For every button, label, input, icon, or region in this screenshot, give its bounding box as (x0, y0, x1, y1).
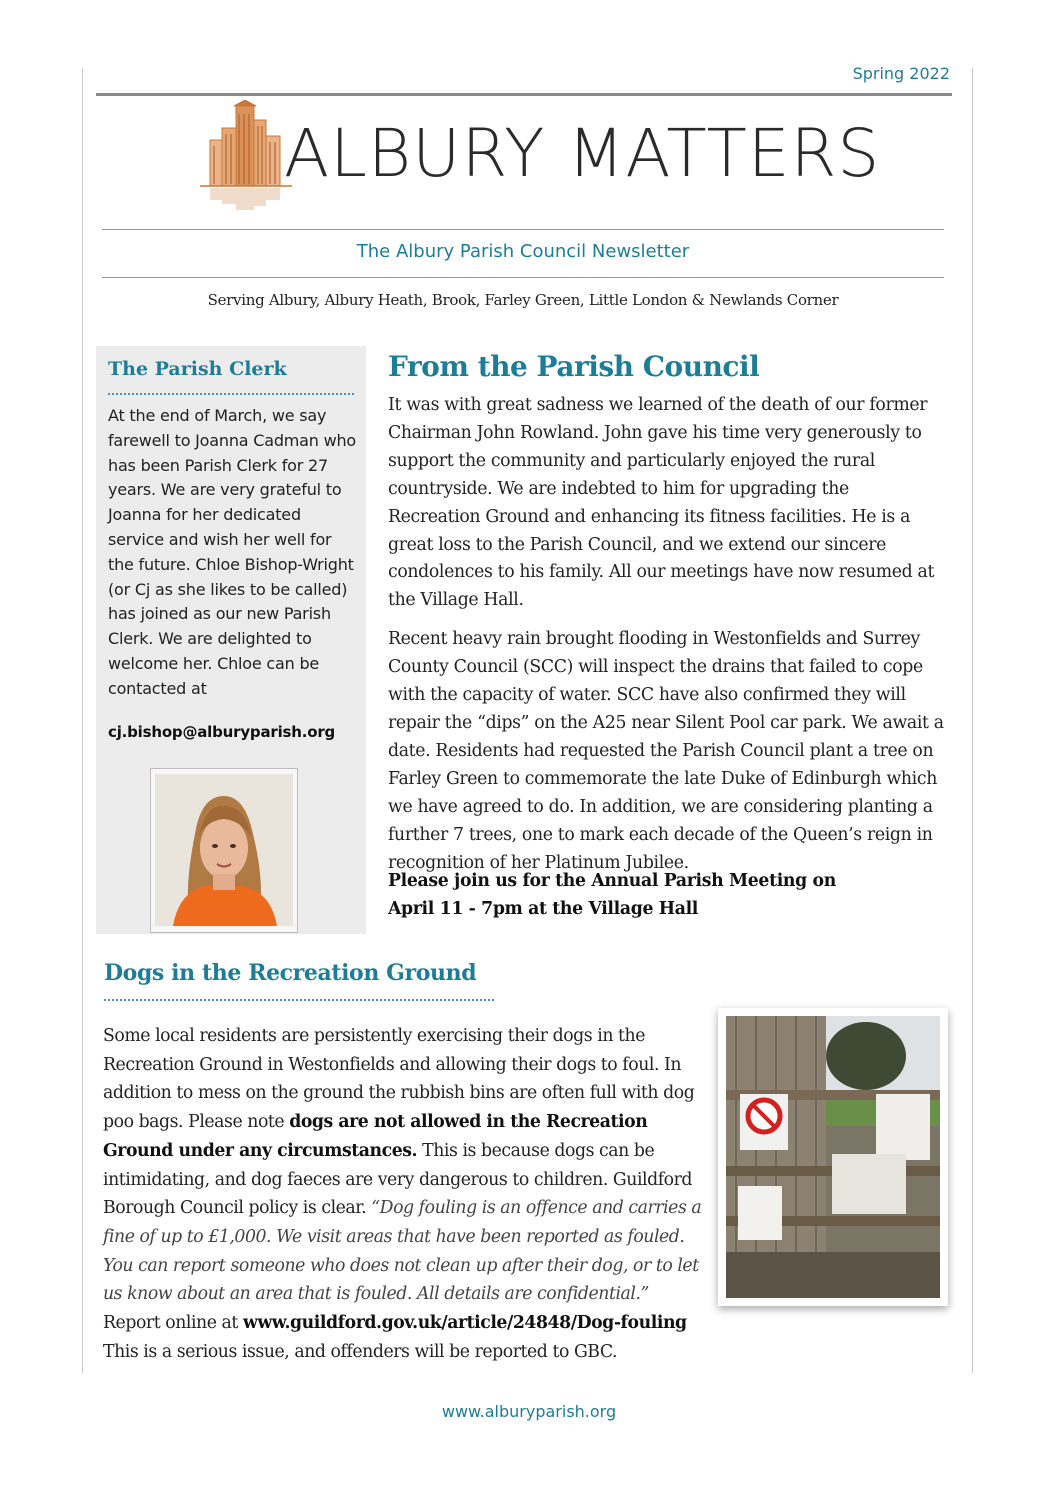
left-border-line (82, 68, 83, 1373)
clerk-photo (150, 768, 298, 933)
dogs-dotted-rule (104, 999, 494, 1001)
issue-season: Spring 2022 (852, 64, 950, 83)
report-url-link[interactable]: www.guildford.gov.uk/article/24848/Dog-fouling (242, 1313, 687, 1334)
dogs-intro: Some local residents are persistently exercising their dogs in the Recreation Ground in Westonfields and allowing their dogs to foul. In addition to mess on the ground the rubbish bins are often full with dog poo bags. Please note (103, 1026, 695, 1133)
masthead-title: ALBURY MATTERS (284, 115, 881, 192)
main-paragraph-1: It was with great sadness we learned of the death of our former Chairman John Rowland. John gave his time very generously to support the community and particularly enjoyed the rural countryside. We are indebted to him for upgrading the Recreation Ground and enhancing its fitness facilities. He is a great loss to the Parish Council, and we extend our sincere condolences to his family. All our meetings have now resumed at the Village Hall. (388, 395, 935, 611)
main-paragraph-2: Recent heavy rain brought flooding in Westonfields and Surrey County Council (SCC) will inspect the drains that failed to cope with the capacity of water. SCC have also confirmed they will repair the “dips” on the A25 near Silent Pool car park. We await a date. Residents had requested the Parish Council plant a tree on Farley Green to commemorate the late Duke of Edinburgh which we have agreed to do. In addition, we are considering planting a further 7 trees, one to mark each decade of the Queen’s reign in recognition of her Platinum Jubilee. (388, 629, 944, 873)
top-rule (96, 93, 952, 96)
gate-signs-image (726, 1016, 940, 1298)
newsletter-subtitle: The Albury Parish Council Newsletter (356, 241, 690, 262)
footer-website[interactable]: www.alburyparish.org (441, 1402, 617, 1421)
report-prefix: Report online at (103, 1313, 243, 1334)
parish-clerk-sidebar (96, 346, 366, 934)
clerk-portrait-image (155, 774, 293, 926)
gbc-quote: “Dog fouling is an offence and carries a fine of up to £1,000. We visit areas that have been reported as fouled. You can report someone who does not clean up after their dog, or to let us know about an area that is fouled. All details are confidential.” (103, 1198, 702, 1305)
sidebar-body: At the end of March, we say farewell to Joanna Cadman who has been Parish Clerk for 27 years. We are very grateful to Joanna for her dedicated service and wish her well for the future. Chloe Bishop-Wright (or Cj as she likes to be called) has joined as our new Parish Clerk. We are delighted to welcome her. Chloe can be contacted at (108, 406, 357, 698)
serving-areas: Serving Albury, Albury Heath, Brook, Farley Green, Little London & Newlands Corner (207, 291, 839, 309)
masthead (200, 100, 881, 212)
dogs-rule: dogs are not allowed in the Recreation Ground under any circumstances. (103, 1112, 648, 1161)
church-tower-logo-icon (200, 100, 292, 212)
subtitle-top-rule (102, 229, 944, 230)
main-article-title: From the Parish Council (388, 350, 760, 383)
meeting-notice (388, 868, 908, 924)
sidebar-title: The Parish Clerk (108, 358, 287, 380)
clerk-email[interactable]: cj.bishop@alburyparish.org (108, 723, 336, 741)
dogs-article-body (103, 1022, 703, 1366)
main-article-body (388, 392, 944, 888)
dogs-article-title: Dogs in the Recreation Ground (104, 960, 477, 986)
dogs-closing: This is a serious issue, and offenders will be reported to GBC. (103, 1341, 618, 1362)
dogs-reason: This is because dogs can be intimidating, and dog faeces are very dangerous to children. Guildford Borough Council policy is clear. (103, 1140, 693, 1219)
right-border-line (972, 68, 973, 1373)
subtitle-bottom-rule (102, 277, 944, 278)
meeting-line-2: April 11 - 7pm at the Village Hall (388, 898, 699, 919)
meeting-line-1: Please join us for the Annual Parish Meeting on (388, 871, 836, 891)
sidebar-dotted-rule (108, 393, 354, 395)
recreation-gate-photo (718, 1008, 948, 1306)
